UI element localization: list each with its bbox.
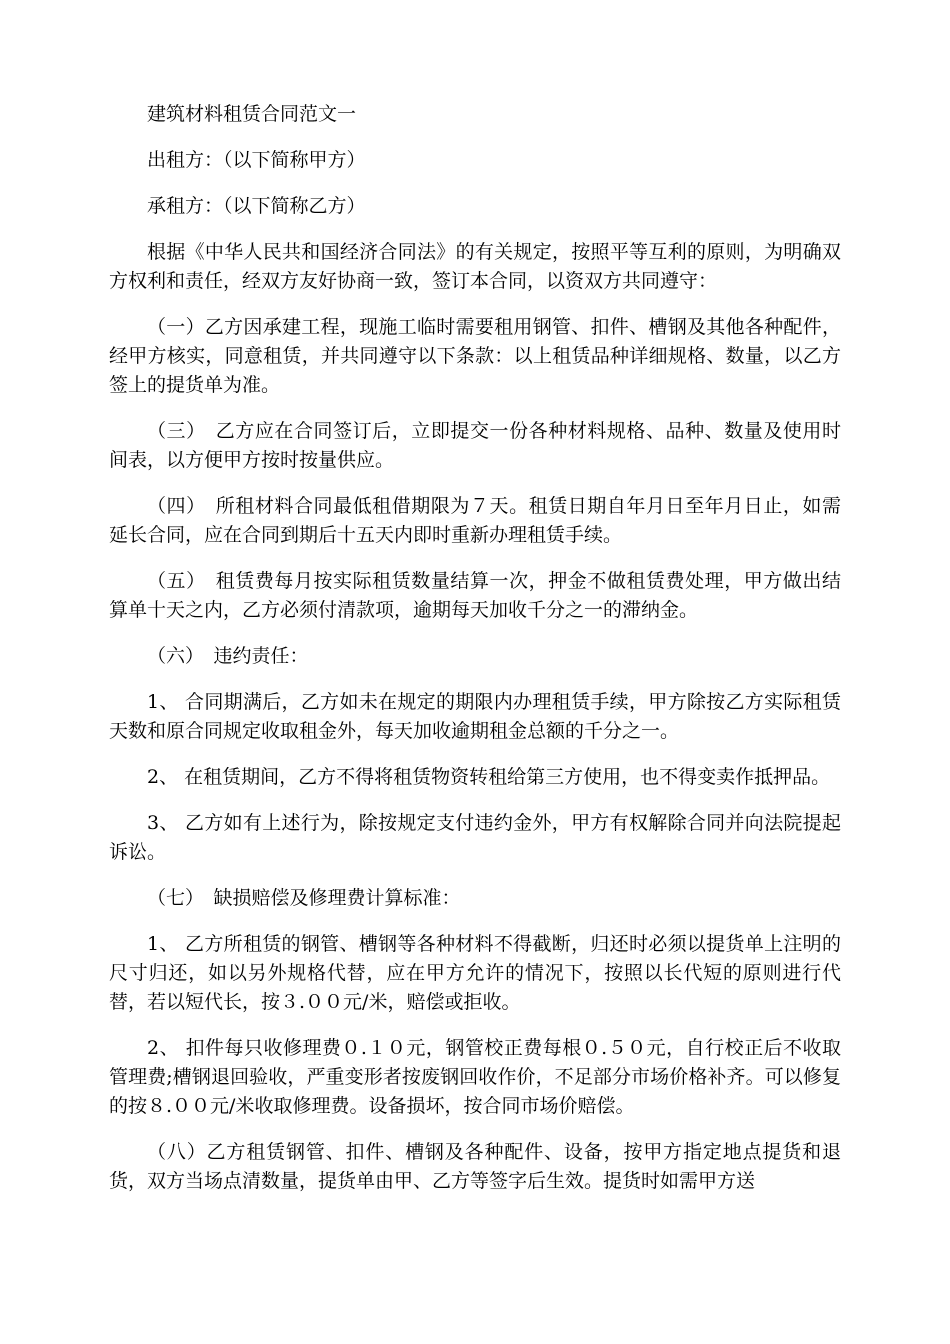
clause-7-item-2: 2、 扣件每只收修理费０.１０元，钢管校正费每根０.５０元，自行校正后不收取管理费;槽钢退回验收，严重变形者按废钢回收作价，不足部分市场价格补齐。可以修复的按８.００元/米收取修理费。设备损坏，按合同市场价赔偿。 <box>109 1037 841 1117</box>
contract-document <box>109 100 841 1213</box>
clause-4-paragraph: （四） 所租材料合同最低租借期限为７天。租赁日期自年月日至年月日止，如需 延长合同，应在合同到期后十五天内即时重新办理租赁手续。 <box>109 495 841 546</box>
clause-1-paragraph: （一）乙方因承建工程，现施工临时需要租用钢管、扣件、槽钢及其他各种配件，经甲方核实，同意租赁，并共同遵守以下条款：以上租赁品种详细规格、数量，以乙方签上的提货单为准。 <box>109 316 841 396</box>
clause-3-paragraph: （三） 乙方应在合同签订后，立即提交一份各种材料规格、品种、数量及使用时 间表，以方便甲方按时按量供应。 <box>109 420 841 471</box>
clause-7-heading: （七） 缺损赔偿及修理费计算标准： <box>147 887 461 909</box>
lessor-line: 出租方：（以下简称甲方） <box>147 149 366 171</box>
clause-6-item-2: 2、 在租赁期间，乙方不得将租赁物资转租给第三方使用，也不得变卖作抵押品。 <box>147 766 831 788</box>
clause-6-item-3: 3、 乙方如有上述行为，除按规定支付违约金外，甲方有权解除合同并向法院提起诉讼。 <box>109 812 841 863</box>
clause-7-item-1: 1、 乙方所租赁的钢管、槽钢等各种材料不得截断，归还时必须以提货单上注明的尺寸归还，如以另外规格代替，应在甲方允许的情况下，按照以长代短的原则进行代替，若以短代长，按３.００元/米，赔偿或拒收。 <box>109 933 841 1013</box>
preamble-paragraph: 根据《中华人民共和国经济合同法》的有关规定，按照平等互利的原则，为明确双方权利和责任，经双方友好协商一致，签订本合同，以资双方共同遵守： <box>109 241 841 292</box>
lessee-line: 承租方：（以下简称乙方） <box>147 195 366 217</box>
clause-5-paragraph: （五） 租赁费每月按实际租赁数量结算一次，押金不做租赁费处理，甲方做出结 算单十天之内，乙方必须付清款项，逾期每天加收千分之一的滞纳金。 <box>109 570 841 621</box>
document-title: 建筑材料租赁合同范文一 <box>147 103 357 125</box>
clause-6-item-1: 1、 合同期满后，乙方如未在规定的期限内办理租赁手续，甲方除按乙方实际租赁天数和原合同规定收取租金外，每天加收逾期租金总额的千分之一。 <box>109 691 841 742</box>
clause-6-heading: （六） 违约责任： <box>147 645 309 667</box>
clause-8-paragraph: （八）乙方租赁钢管、扣件、槽钢及各种配件、设备，按甲方指定地点提货和退 货，双方当场点清数量，提货单由甲、乙方等签字后生效。提货时如需甲方送 <box>109 1141 841 1192</box>
